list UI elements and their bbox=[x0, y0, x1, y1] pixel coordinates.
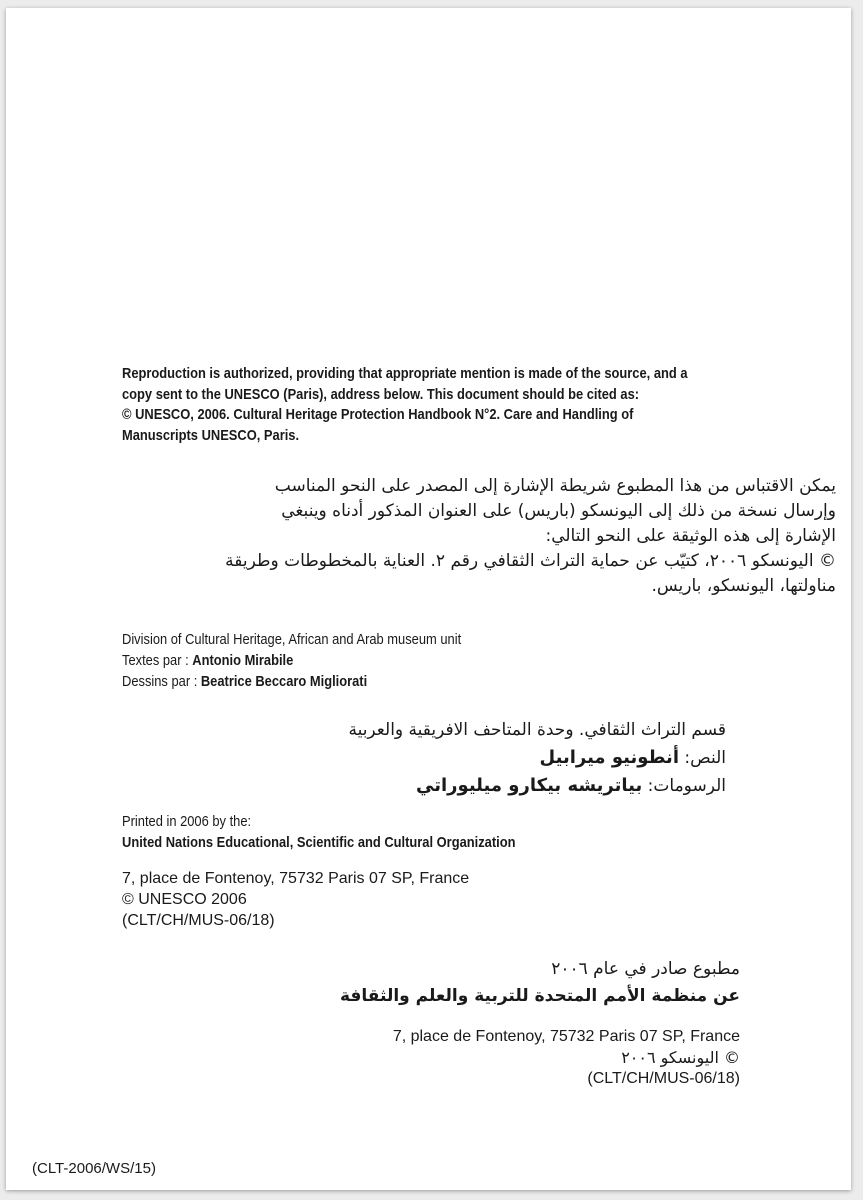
arabic-printed-line: مطبوع صادر في عام ٢٠٠٦ bbox=[551, 959, 740, 979]
division-name: Division of Cultural Heritage, African and Arab museum unit bbox=[122, 631, 462, 648]
reproduction-notice bbox=[122, 364, 842, 446]
document-code: (CLT-2006/WS/15) bbox=[32, 1160, 156, 1177]
arabic-credits-block bbox=[126, 716, 726, 800]
credits-block bbox=[122, 630, 516, 692]
arabic-texts-author: أنطونيو ميرابيل bbox=[539, 747, 679, 768]
drawings-credit bbox=[122, 672, 461, 693]
arabic-printed-by-block bbox=[140, 956, 740, 1010]
reproduction-line: Manuscripts UNESCO, Paris. bbox=[122, 426, 300, 444]
publisher-address-block bbox=[122, 868, 469, 931]
reproduction-line: copy sent to the UNESCO (Paris), address below. This document should be cited as: bbox=[122, 385, 640, 403]
arabic-reproduction-line: © اليونسكو ٢٠٠٦، كتيّب عن حماية التراث الثقافي رقم ٢. العناية بالمخطوطات وطريقة bbox=[225, 551, 836, 571]
document-page bbox=[6, 8, 851, 1190]
organization-name: United Nations Educational, Scientific and Cultural Organization bbox=[122, 834, 516, 851]
texts-author: Antonio Mirabile bbox=[192, 651, 294, 669]
arabic-reproduction-line: يمكن الاقتباس من هذا المطبوع شريطة الإشارة إلى المصدر على النحو المناسب bbox=[274, 476, 836, 496]
arabic-organization-name: عن منظمة الأمم المتحدة للتربية والعلم والثقافة bbox=[339, 986, 740, 1006]
arabic-block-address: 7, place de Fontenoy, 75732 Paris 07 SP, France bbox=[392, 1028, 740, 1045]
drawings-label: Dessins par : bbox=[122, 672, 201, 690]
printed-line: Printed in 2006 by the: bbox=[122, 813, 252, 830]
arabic-texts-credit bbox=[126, 744, 726, 772]
arabic-reproduction-line: الإشارة إلى هذه الوثيقة على النحو التالي: bbox=[545, 526, 836, 546]
texts-credit bbox=[122, 651, 461, 672]
arabic-reproduction-line: وإرسال نسخة من ذلك إلى اليونسكو (باريس) على العنوان المذكور أدناه وينبغي bbox=[281, 501, 836, 521]
arabic-texts-label: النص: bbox=[679, 748, 726, 768]
arabic-address-block bbox=[240, 1026, 740, 1089]
publisher-code: (CLT/CH/MUS-06/18) bbox=[122, 912, 275, 929]
arabic-reproduction-notice bbox=[106, 474, 836, 599]
arabic-block-code: (CLT/CH/MUS-06/18) bbox=[587, 1070, 740, 1087]
arabic-reproduction-line: مناولتها، اليونسكو، باريس. bbox=[651, 576, 836, 596]
arabic-copyright: © اليونسكو ٢٠٠٦ bbox=[621, 1048, 740, 1067]
publisher-copyright: © UNESCO 2006 bbox=[122, 891, 247, 908]
arabic-drawings-label: الرسومات: bbox=[642, 776, 726, 796]
arabic-drawings-credit bbox=[126, 772, 726, 800]
texts-label: Textes par : bbox=[122, 651, 193, 669]
printed-by-block bbox=[122, 811, 580, 853]
drawings-author: Beatrice Beccaro Migliorati bbox=[200, 672, 368, 690]
reproduction-line: Reproduction is authorized, providing that appropriate mention is made of the source, and a bbox=[122, 365, 688, 382]
reproduction-line: © UNESCO, 2006. Cultural Heritage Protection Handbook N°2. Care and Handling of bbox=[122, 406, 634, 424]
arabic-drawings-author: بياتريشه بيكارو ميليوراتي bbox=[416, 775, 643, 796]
arabic-division-name: قسم التراث الثقافي. وحدة المتاحف الافريقية والعربية bbox=[348, 720, 726, 740]
publisher-address: 7, place de Fontenoy, 75732 Paris 07 SP, France bbox=[122, 870, 470, 887]
